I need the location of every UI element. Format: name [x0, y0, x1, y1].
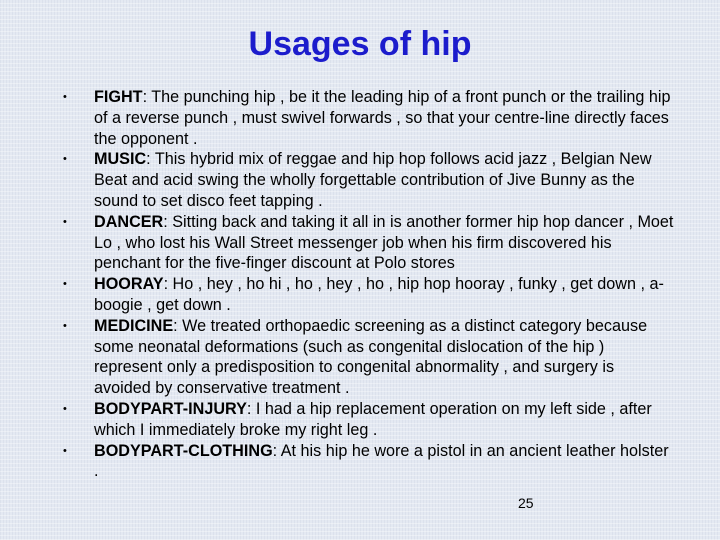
bullet-text: : I had a hip replacement operation on my left side , after which I immediately broke my right leg . [94, 399, 652, 439]
bullet-icon: • [63, 278, 67, 291]
bullet-text: : The punching hip , be it the leading hip of a front punch or the trailing hip of a reverse punch , must swivel forwards , so that your centre-line directly faces the opponent . [94, 88, 671, 148]
bullet-text: : This hybrid mix of reggae and hip hop follows acid jazz , Belgian New Beat and acid swing the wholly forgettable contribution of Jive Bunny as the sound to set disco feet tapping . [94, 150, 652, 210]
bullet-item-dancer [63, 212, 674, 274]
bullet-item-bodypart-injury [63, 399, 674, 441]
bullet-icon: • [63, 444, 67, 457]
page-number: 25 [518, 495, 534, 511]
bullet-icon: • [63, 215, 67, 228]
bullet-text: : Sitting back and taking it all in is another former hip hop dancer , Moet Lo , who lost his Wall Street messenger job when his firm discovered his penchant for the five-finger discount at Polo stores [94, 212, 674, 273]
bullet-icon: • [63, 402, 67, 415]
bullet-item-music [63, 149, 674, 211]
bullet-list [63, 87, 674, 482]
bullet-icon: • [63, 319, 67, 332]
bullet-term: BODYPART-CLOTHING [94, 441, 273, 460]
bullet-icon: • [63, 153, 67, 166]
bullet-text: : Ho , hey , ho hi , ho , hey , ho , hip hop hooray , funky , get down , a-boogie , get down . [94, 275, 664, 314]
bullet-term: HOORAY [94, 275, 164, 294]
bullet-icon: • [63, 91, 67, 103]
bullet-term: BODYPART-INJURY [94, 399, 247, 418]
slide-title: Usages of hip [248, 25, 472, 63]
bullet-term: MEDICINE [94, 316, 174, 335]
bullet-item-hooray [63, 274, 674, 316]
bullet-item-fight [63, 87, 674, 149]
bullet-term: FIGHT [94, 88, 143, 106]
bullet-term: DANCER [94, 212, 164, 231]
bullet-item-bodypart-clothing [63, 441, 674, 483]
bullet-text: : At his hip he wore a pistol in an ancient leather holster . [94, 441, 669, 481]
bullet-text: : We treated orthopaedic screening as a distinct category because some neonatal deformations (such as congenital dislocation of the hip ) represent only a predisposition to congenital abnormality , and surgery is avoided by conservative treatment . [94, 316, 648, 398]
bullet-term: MUSIC [94, 150, 147, 169]
bullet-item-medicine [63, 316, 674, 399]
